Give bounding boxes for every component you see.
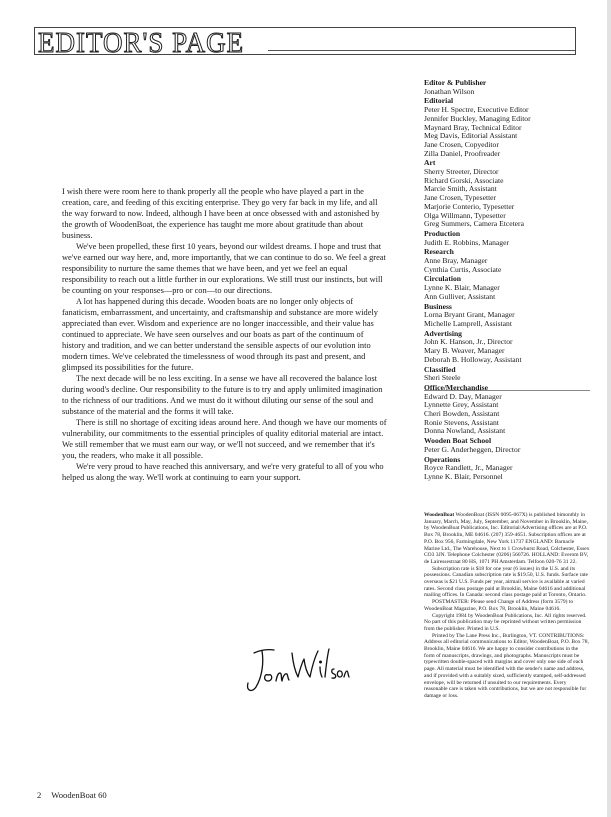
masthead-section	[424, 384, 594, 436]
masthead-section	[424, 330, 594, 365]
masthead-name: Meg Davis, Editorial Assistant	[424, 131, 518, 141]
masthead-section	[424, 159, 594, 229]
pubinfo-text: WoodenBoat (ISSN 0095-067X) is published bimonthly in January, March, May, July, September, and November in Brooklin, Maine, by WoodenBoat Publications, Inc. Editorial/Advertising offices are at P.O. Box 78, Brooklin, ME 04616. (207) 359-4651. Subscription offices are at P.O. Box 956, Farmingdale, New York 11737 ENGLAND: Barnacle Marine Ltd., The Warehouse, Next to 1 Crowhurst Road, Colchester, Essex CO3 3JN. Telephone Colchester (0206) 560726. HOLLAND: Everom BV, de Lairessestraat 80 HS, 1071 PH Amsterdam. Telfoon 020-76 31 22.	[424, 512, 590, 565]
masthead	[424, 79, 594, 483]
masthead-section	[424, 366, 594, 383]
publication-info	[424, 512, 590, 700]
masthead-name: Richard Gorski, Associate	[424, 175, 504, 185]
page-title: EDITOR'S PAGE	[38, 27, 245, 59]
masthead-section	[424, 79, 594, 96]
masthead-name: Zilla Daniel, Proofreader	[424, 148, 501, 158]
masthead-name: Lynne K. Blair, Personnel	[424, 471, 503, 481]
masthead-section	[424, 437, 594, 454]
header-banner	[34, 27, 576, 59]
masthead-section	[424, 303, 594, 329]
pubinfo-paragraph: Subscription rate is $18 for one year (6 issues) in the U.S. and its possessions. Canadian subscription rate is $19.50, U.S. funds. Surface rate overseas is $21 U.S. Funds per year, airmail service is available at varied rates. Second class postage paid at Brooklin, Maine 04616 and additional mailing offices. In Canada: second class postage paid at Toronto, Ontario.	[424, 565, 588, 599]
masthead-name: Sheri Steele	[424, 373, 461, 383]
masthead-name: Maynard Bray, Technical Editor	[424, 122, 522, 132]
paragraph: There is still no shortage of exciting ideas around here. And though we have our moments of vulnerability, our commitments to the essential principles of quality editorial material are intact. We still remember that we must earn our way, or we'll not succeed, and we remember that it's you, the readers, who make it all possible.	[62, 418, 387, 460]
masthead-name: Edward D. Day, Manager	[424, 391, 502, 401]
masthead-name: Greg Summers, Camera Etcetera	[424, 219, 524, 229]
masthead-name: Jennifer Buckley, Managing Editor	[424, 113, 531, 123]
masthead-name: John K. Hanson, Jr., Director	[424, 337, 513, 347]
pubinfo-paragraph: POSTMASTER: Please send Change of Address (form 3579) to WoodenBoat Magazine, P.O. Box 78, Brooklin, Maine 04616.	[424, 599, 574, 612]
paragraph: I wish there were room here to thank properly all the people who have played a part in the creation, care, and feeding of this exciting enterprise. They go very far back in my life, and all the way forward to now. Indeed, although I have been at once obsessed with and astonished by the growth of WoodenBoat, the experience has taught me more about gratitude than about business.	[62, 187, 380, 240]
masthead-name: Judith E. Robbins, Manager	[424, 237, 509, 247]
masthead-heading: Office/Merchandise	[424, 382, 488, 392]
pubinfo-paragraph: Copyright 1984 by WoodenBoat Publications, Inc. All rights reserved. No part of this publication may be reprinted without written permission from the publisher. Printed in U.S.	[424, 612, 587, 632]
pubinfo-paragraph: Printed by The Lane Press Inc., Burlington, VT. CONTRIBUTIONS: Address all editorial communications to Editor, WoodenBoat, P.O. Box 78, Brooklin, Maine 04616. We are happy to consider contributions in the form of manuscripts, drawings, and photographs. Manuscripts must be typewritten double-spaced with margins and cover only one side of each page. All material must be identified with the sender's name and address, and if provided with a suitably sized, sufficiently stamped, self-addressed envelope, will be returned if unsuited to our requirements. Every reasonable care is taken with contributions, but we are not responsible for damage or loss.	[424, 632, 589, 699]
masthead-name: Olga Willmann, Typesetter	[424, 210, 506, 220]
pubinfo-paragraph: WoodenBoat WoodenBoat (ISSN 0095-067X) is published bimonthly in January, March, May, July, September, and November in Brooklin, Maine, by WoodenBoat Publications, Inc. Editorial/Advertising offices are at P.O. Box 78, Brooklin, ME 04616. (207) 359-4651. Subscription offices are at P.O. Box 956, Farmingdale, New York 11737 ENGLAND: Barnacle Marine Ltd., The Warehouse, Next to 1 Crowhurst Road, Colchester, Essex CO3 3JN. Telephone Colchester (0206) 560726. HOLLAND: Everom BV, de Lairessestraat 80 HS, 1071 PH Amsterdam. Telfoon 020-76 31 22.	[424, 512, 590, 565]
page-footer	[37, 790, 107, 800]
issue-label: WoodenBoat 60	[51, 790, 107, 800]
masthead-name: Sherry Streeter, Director	[424, 167, 499, 177]
masthead-heading: Circulation	[424, 274, 461, 284]
divider	[424, 390, 590, 391]
masthead-name: Ronie Stevens, Assistant	[424, 417, 499, 427]
paragraph: The next decade will be no less exciting. In a sense we have all recovered the balance lost during wood's decline. Our responsibility to the future is to try and apply unlimited imagination to the richness of our traditions. And we must do it without diluting our sense of the soul and substance of the material and the forms it will take.	[62, 374, 383, 416]
masthead-name: Cheri Bowden, Assistant	[424, 409, 500, 419]
masthead-section	[424, 230, 594, 247]
masthead-name: Lorna Bryant Grant, Manager	[424, 310, 515, 320]
masthead-name: Jane Crosen, Copyeditor	[424, 139, 499, 149]
masthead-name: Jane Crosen, Typesetter	[424, 193, 497, 203]
masthead-heading: Editor & Publisher	[424, 78, 487, 87]
masthead-name: Jonathan Wilson	[424, 86, 475, 96]
masthead-name: Anne Bray, Manager	[424, 256, 488, 266]
masthead-name: Michelle Lamprell, Assistant	[424, 318, 512, 328]
masthead-name: Lynnette Grey, Assistant	[424, 400, 499, 410]
header-rule	[268, 50, 575, 51]
masthead-name: Cynthia Curtis, Associate	[424, 264, 502, 274]
masthead-name: Peter H. Spectre, Executive Editor	[424, 105, 529, 115]
masthead-name: Ann Gulliver, Assistant	[424, 291, 496, 301]
masthead-name: Peter G. Anderheggen, Director	[424, 444, 521, 454]
masthead-heading: Advertising	[424, 328, 462, 338]
masthead-heading: Production	[424, 228, 461, 238]
masthead-name: Marcie Smith, Assistant	[424, 184, 497, 194]
masthead-name: Donna Nowland, Assistant	[424, 426, 506, 436]
masthead-name: Mary B. Weaver, Manager	[424, 346, 505, 356]
masthead-heading: Editorial	[424, 96, 454, 106]
masthead-heading: Art	[424, 158, 436, 168]
signature	[240, 633, 350, 703]
masthead-heading: Business	[424, 301, 452, 311]
page-number: 2	[37, 790, 42, 800]
paragraph: We're very proud to have reached this anniversary, and we're very grateful to all of you who helped us along the way. We'll work at continuing to earn your support.	[62, 462, 384, 482]
masthead-section	[424, 248, 594, 274]
masthead-section	[424, 97, 594, 158]
editorial-body	[62, 186, 388, 483]
masthead-heading: Wooden Boat School	[424, 436, 492, 446]
paragraph: We've been propelled, these first 10 years, beyond our wildest dreams. I hope and trust that we've earned our way here, and, more importantly, that we can continue to do so. We feel a great responsibility to nurture the same themes that we have been, and yet we feel an equal responsibility to reach out a little further in our explorations. We still trust our instincts, but will be counting on your responses—pro or con—to our directions.	[62, 242, 386, 295]
masthead-name: Lynne K. Blair, Manager	[424, 283, 500, 293]
masthead-name: Royce Randlett, Jr., Manager	[424, 463, 513, 473]
masthead-section	[424, 275, 594, 301]
masthead-name: Marjorie Conterio, Typesetter	[424, 201, 515, 211]
page-edge	[607, 0, 611, 817]
masthead-heading: Research	[424, 247, 454, 257]
paragraph: A lot has happened during this decade. Wooden boats are no longer only objects of fanaticism, embarrassment, and uncertainty, and craftsmanship and substance are more widely appreciated than ever. Wisdom and experience are no longer inaccessible, and their value has continued to appreciate. We have seen ourselves and our boats as part of the continuum of history and tradition, and we can better understand the sensible aspects of our evolution into modern times. We've celebrated the timelessness of wood through its past and present, and glimpsed its possibilities for the future.	[62, 297, 378, 372]
masthead-name: Deborah B. Holloway, Assistant	[424, 354, 522, 364]
masthead-heading: Classified	[424, 364, 456, 374]
masthead-section	[424, 456, 594, 482]
masthead-heading: Operations	[424, 454, 461, 464]
